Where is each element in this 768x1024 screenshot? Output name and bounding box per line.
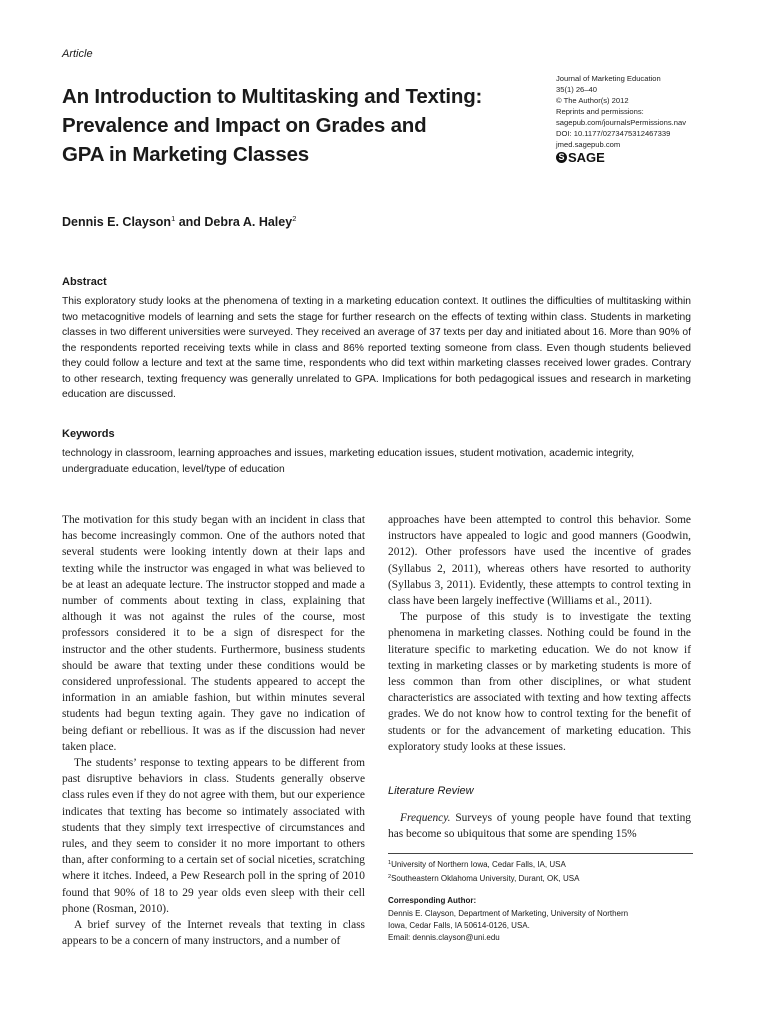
- body-paragraph: The students’ response to texting appears to be different from past disruptive behaviors in class. Students generally observe class rules even if they do not agree with them, but our experience indicates that texting has become so intimately associated with students that they simply text irrespective of circumstances and rules, and they seem to consider it no more important to others than, after conforming to a certain set of social niceties, scratching where it itches. Indeed, a Pew Research poll in the spring of 2010 found that 90% of 18 to 29 year olds even sleep with their cell phone (Rosman, 2010).: [62, 757, 365, 915]
- affiliation-line: [388, 857, 693, 871]
- sage-wordmark: SAGE: [568, 150, 605, 165]
- corresponding-author-details: [388, 908, 693, 944]
- keywords-text: technology in classroom, learning approaches and issues, marketing education issues, student motivation, academic integrity, undergraduate education, level/type of education: [62, 448, 635, 475]
- subsection-heading: Frequency.: [400, 812, 451, 824]
- affiliation-marker: 1: [388, 860, 392, 866]
- journal-website[interactable]: jmed.sagepub.com: [556, 140, 621, 149]
- section-heading: Literature Review: [388, 785, 474, 797]
- title-line: Prevalence and Impact on Grades and: [62, 114, 427, 137]
- author-name: Debra A. Haley: [204, 215, 293, 229]
- body-column-left: [62, 512, 365, 949]
- doi[interactable]: DOI: 10.1177/0273475312467339: [556, 129, 671, 138]
- title-line: An Introduction to Multitasking and Texting:: [62, 85, 483, 108]
- affiliation-marker: 2: [388, 874, 392, 880]
- affiliation-line: [388, 871, 693, 885]
- body-column-right: [388, 512, 691, 755]
- body-paragraph: The motivation for this study began with an incident in class that has become increasingly common. One of the authors noted that several students were looking intently down at their laps and texting while the instructor was engaged in what was believed to be at least an adequate lecture. The instructor stopped and made a number of comments about texting in class, explaining that although it was not against the rules of the course, most professors considered it to be a sign of disrespect for the instructor and the other students. Furthermore, business students should be aware that texting under these conditions would be considered unprofessional. The students appeared to accept the information in an amiable fashion, but within minutes several students had begun texting again. They gave no indication of being defiant or rebellious. It was as if the discussion had never taken place.: [62, 514, 365, 753]
- body-paragraph: A brief survey of the Internet reveals that texting in class appears to be a concern of many instructors, and a number of: [62, 919, 365, 948]
- affiliation-text: Southeastern Oklahoma University, Durant, OK, USA: [391, 874, 580, 883]
- journal-info: [556, 73, 746, 163]
- sage-s-icon: S: [556, 152, 567, 163]
- footnote-divider: [388, 853, 693, 854]
- affiliation-text: University of Northern Iowa, Cedar Falls, IA, USA: [391, 860, 566, 869]
- corresponding-line: Iowa, Cedar Falls, IA 50614-0126, USA.: [388, 921, 530, 930]
- affiliation-marker: 1: [171, 214, 176, 223]
- copyright: © The Author(s) 2012: [556, 96, 629, 105]
- journal-volume: 35(1) 26–40: [556, 85, 597, 94]
- abstract-heading: Abstract: [62, 276, 107, 288]
- keywords-heading: Keywords: [62, 428, 115, 440]
- body-paragraph: approaches have been attempted to control this behavior. Some instructors have appealed to logic and good manners (Goodwin, 2012). Other professors have used the incentive of grades (Syllabus 2, 2011), whereas others have resorted to authority (Syllabus 3, 2011). Evidently, these attempts to control texting in class have been largely ineffective (Williams et al., 2011).: [388, 514, 691, 608]
- literature-paragraph: [388, 810, 691, 842]
- article-title: [62, 82, 562, 169]
- author-conjunction: and: [175, 215, 205, 229]
- article-type-label: Article: [62, 48, 93, 60]
- sage-logo: [556, 152, 746, 163]
- journal-name: Journal of Marketing Education: [556, 74, 661, 83]
- author-name: Dennis E. Clayson: [62, 215, 172, 229]
- corresponding-author-heading: Corresponding Author:: [388, 896, 477, 905]
- affiliation-marker: 2: [292, 214, 297, 223]
- abstract-text: This exploratory study looks at the phenomena of texting in a marketing education context. It outlines the difficulties of multitasking within two metacognitive models of learning and sets the stage for further research on the effects of texting within class. Students in marketing classes in two different universities were surveyed. They received an average of 37 texts per day and initiated about 16. More than 90% of the respondents reported receiving texts while in class and 86% reported texting someone from class. Even though students believed they could follow a lecture and text at the same time, respondents who did text within marketing classes received lower grades. Contrary to other research, texting frequency was generally unrelated to GPA. Implications for both pedagogical issues and research in marketing education are discussed.: [62, 296, 691, 400]
- reprints-label: Reprints and permissions:: [556, 107, 644, 116]
- author-list: [62, 214, 296, 229]
- permissions-link[interactable]: sagepub.com/journalsPermissions.nav: [556, 118, 687, 127]
- title-line: GPA in Marketing Classes: [62, 143, 309, 166]
- corresponding-email[interactable]: Email: dennis.clayson@uni.edu: [388, 933, 500, 942]
- corresponding-line: Dennis E. Clayson, Department of Marketing, University of Northern: [388, 909, 629, 918]
- literature-text: Surveys of young people have found that texting has become so ubiquitous that some are spending 15%: [388, 812, 691, 841]
- body-paragraph: The purpose of this study is to investigate the texting phenomena in marketing classes. Nothing could be found in the literature specific to marketing education. We do not know if texting in marketing classes or by marketing students is more of less common than from other disciplines, or what student characteristics are associated with texting and how texting affects grades. We do not know how to control texting for the benefit of students or for the advancement of marketing education. This exploratory study looks at these issues.: [388, 611, 691, 753]
- affiliations: [388, 857, 693, 885]
